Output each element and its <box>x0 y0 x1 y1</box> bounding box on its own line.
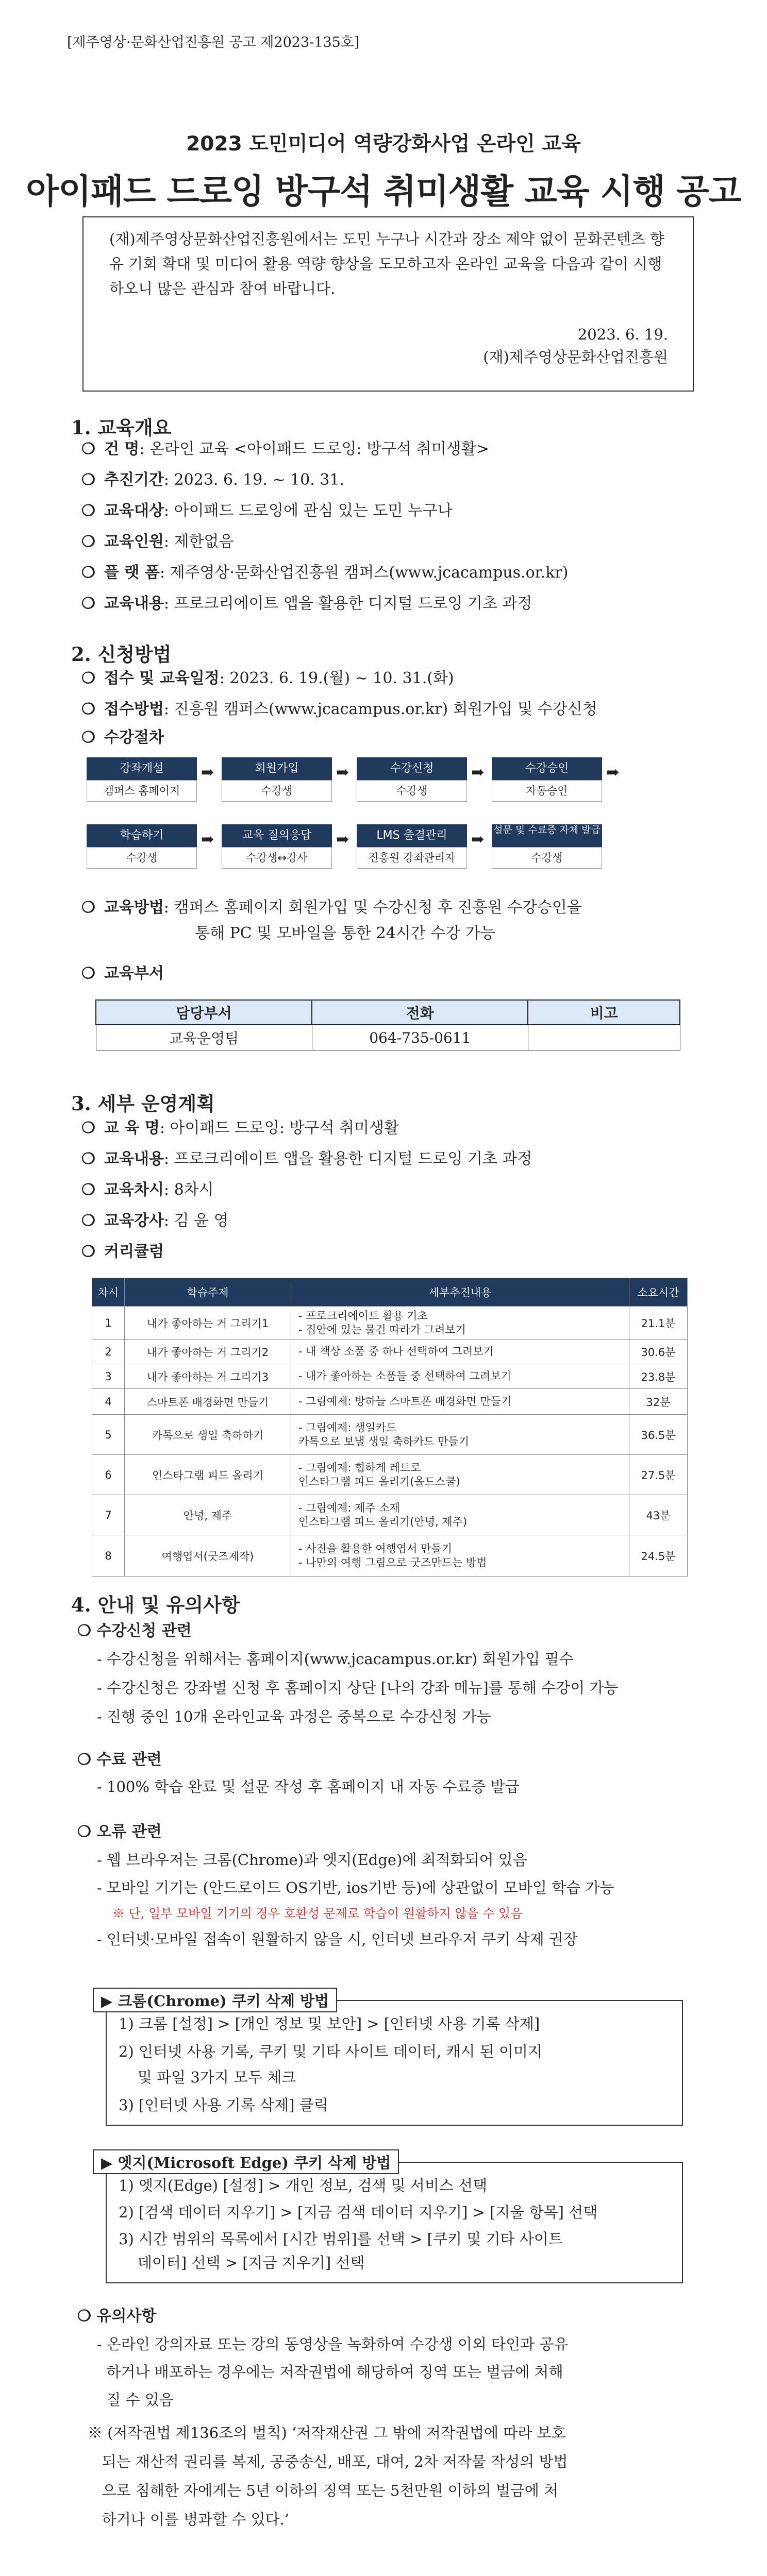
subheading-text: 수료 관련 <box>96 1751 162 1769</box>
caution-line: 질 수 있음 <box>97 2391 174 2409</box>
step-head: 설문 및 수료증 자체 발급 <box>492 824 602 847</box>
table-cell: 27.5분 <box>629 1455 688 1495</box>
table-cell: 2 <box>92 1340 125 1364</box>
table-cell: 30.6분 <box>629 1340 688 1364</box>
step-body: 수강생 <box>87 847 197 869</box>
section1-item <box>81 469 700 492</box>
step-body: 진흥원 강좌관리자 <box>357 847 467 869</box>
table-cell: 카톡으로 생일 축하하기 <box>125 1415 291 1455</box>
table-cell: - 그림예제: 생일카드 카톡으로 보낼 생일 축하카드 만들기 <box>291 1415 629 1455</box>
table-cell: 내가 좋아하는 거 그리기2 <box>125 1340 291 1364</box>
item-label: 교육내용 <box>104 595 164 613</box>
table-cell: 064-735-0611 <box>312 1025 528 1050</box>
circle-bullet-icon: ❍ <box>77 2307 97 2325</box>
table-cell: - 프로크리에이트 활용 기초 - 집안에 있는 물건 따라가 그려보기 <box>291 1307 629 1340</box>
item-label: 플 랫 폼 <box>104 564 160 582</box>
circle-bullet-icon: ❍ <box>81 595 95 613</box>
section3-item <box>81 1117 700 1140</box>
error-line: - 모바일 기기는 (안드로이드 OS기반, ios기반 등)에 상관없이 모바일 학습 가능 <box>97 1879 614 1896</box>
section1-item <box>81 438 700 461</box>
arrow-icon: ➡ <box>201 764 214 782</box>
enroll-line: - 수강신청을 위해서는 홈페이지(www.jcacampus.or.kr) 회원가입 필수 <box>97 1650 574 1668</box>
table-cell: - 사진을 활용한 여행엽서 만들기 - 나만의 여행 그림으로 굿즈만드는 방법 <box>291 1535 629 1577</box>
arrow-icon: ➡ <box>471 831 485 849</box>
item-label: 교육내용 <box>104 1150 164 1168</box>
section2-item <box>81 726 700 749</box>
table-row <box>92 1307 688 1340</box>
section3-item <box>81 1179 700 1201</box>
table-cell: 3 <box>92 1364 125 1389</box>
caution-line: 하거나 배포하는 경우에는 저작권법에 해당하여 징역 또는 벌금에 처해 <box>97 2363 563 2381</box>
section2-method <box>81 896 700 919</box>
item-label: 교육강사 <box>104 1212 164 1230</box>
item-value: : 2023. 6. 19.(월) ~ 10. 31.(화) <box>219 669 454 687</box>
table-header: 차시 <box>92 1278 125 1307</box>
table-header-row <box>96 1000 680 1025</box>
item-label: 교육차시 <box>104 1181 164 1199</box>
table-cell: 인스타그램 피드 올리기 <box>125 1455 291 1495</box>
method-continuation: 통해 PC 및 모바일을 통한 24시간 수강 가능 <box>195 924 495 942</box>
table-cell: 스마트폰 배경화면 만들기 <box>125 1389 291 1415</box>
chrome-step: 1) 크롬 [설정] > [개인 정보 및 보안] > [인터넷 사용 기록 삭제] <box>119 2015 540 2032</box>
table-cell: - 그림예제: 힙하게 레트로 인스타그램 피드 올리기(올드스쿨) <box>291 1455 629 1495</box>
step-head: 수강신청 <box>357 757 467 780</box>
item-value: : 8차시 <box>163 1181 214 1199</box>
process-step <box>357 824 467 869</box>
item-label: 교육방법 <box>104 899 164 917</box>
circle-bullet-icon: ❍ <box>81 440 95 458</box>
circle-bullet-icon: ❍ <box>81 1243 95 1261</box>
table-header: 세부추진내용 <box>291 1278 629 1307</box>
item-value: : 2023. 6. 19. ~ 10. 31. <box>163 471 345 489</box>
table-row <box>92 1455 688 1495</box>
table-cell: 8 <box>92 1535 125 1577</box>
edge-step: 1) 엣지(Edge) [설정] > 개인 정보, 검색 및 서비스 선택 <box>119 2177 488 2194</box>
section2-heading: 2. 신청방법 <box>71 643 172 666</box>
completion-subheading <box>77 1747 162 1769</box>
circle-bullet-icon: ❍ <box>81 564 95 582</box>
section4-heading: 4. 안내 및 유의사항 <box>71 1594 240 1616</box>
enroll-line: - 진행 중인 10개 온라인교육 과정은 중복으로 수강신청 가능 <box>97 1708 491 1725</box>
item-value: : 아이패드 드로잉: 방구석 취미생활 <box>159 1119 399 1137</box>
law-line: 하거나 이를 병과할 수 있다.’ <box>88 2511 290 2528</box>
section2-dept <box>81 962 700 985</box>
item-value: : 캠퍼스 홈페이지 회원가입 및 수강신청 후 진흥원 수강승인을 <box>163 899 582 917</box>
step-body: 자동승인 <box>492 780 602 802</box>
table-cell: 5 <box>92 1415 125 1455</box>
circle-bullet-icon: ❍ <box>81 728 95 747</box>
item-label: 접수 및 교육일정 <box>104 669 220 687</box>
circle-bullet-icon: ❍ <box>77 1751 97 1769</box>
table-cell: - 내 책상 소품 중 하나 선택하여 그려보기 <box>291 1340 629 1364</box>
arrow-icon: ➡ <box>471 764 485 782</box>
table-row <box>92 1415 688 1455</box>
section1-item <box>81 562 700 584</box>
step-body: 수강생 <box>357 780 467 802</box>
error-line: - 인터넷·모바일 접속이 원활하지 않을 시, 인터넷 브라우저 쿠키 삭제 권장 <box>97 1930 578 1948</box>
item-value: : 프로크리에이트 앱을 활용한 디지털 드로잉 기초 과정 <box>163 1150 532 1168</box>
table-header-row <box>92 1278 688 1307</box>
section2-item <box>81 698 700 721</box>
completion-line: - 100% 학습 완료 및 설문 작성 후 홈페이지 내 자동 수료증 발급 <box>97 1778 520 1795</box>
section3-heading: 3. 세부 운영계획 <box>71 1092 215 1115</box>
law-line: 으로 침해한 자에게는 5년 이하의 징역 또는 5천만원 이하의 벌금에 처 <box>88 2482 559 2499</box>
chrome-step: 3) [인터넷 사용 기록 삭제] 클릭 <box>119 2096 328 2114</box>
item-value: : 온라인 교육 <아이패드 드로잉: 방구석 취미생활> <box>139 440 489 458</box>
edge-step: 3) 시간 범위의 목록에서 [시간 범위]를 선택 > [쿠키 및 기타 사이트 <box>119 2230 563 2248</box>
table-cell: 내가 좋아하는 거 그리기1 <box>125 1307 291 1340</box>
table-cell: 내가 좋아하는 거 그리기3 <box>125 1364 291 1389</box>
item-label: 교육대상 <box>104 502 164 520</box>
item-label: 교육인원 <box>104 533 164 551</box>
step-body: 수강생 <box>222 780 332 802</box>
table-cell: 여행엽서(굿즈제작) <box>125 1535 291 1577</box>
item-label: 교 육 명 <box>104 1119 160 1137</box>
process-step <box>87 824 197 869</box>
process-step <box>222 824 332 869</box>
arrow-icon: ➡ <box>606 764 620 782</box>
circle-bullet-icon: ❍ <box>81 964 95 982</box>
error-line: - 웹 브라우저는 크롬(Chrome)과 엣지(Edge)에 최적화되어 있음 <box>97 1851 527 1869</box>
table-cell <box>528 1025 680 1050</box>
intro-text: (재)제주영상문화산업진흥원에서는 도민 누구나 시간과 장소 제약 없이 문화콘텐츠 향유 기회 확대 및 미디어 활용 역량 향상을 도모하고자 온라인 교육을 다음과 같이 시행하오니 많은 관심과 참여 바랍니다. <box>109 230 664 297</box>
table-header: 전화 <box>312 1000 528 1025</box>
table-cell: 1 <box>92 1307 125 1340</box>
item-value: : 진흥원 캠퍼스(www.jcacampus.or.kr) 회원가입 및 수강신청 <box>163 700 597 718</box>
step-body: 수강생↔강사 <box>222 847 332 869</box>
table-row <box>96 1025 680 1050</box>
arrow-icon: ➡ <box>201 831 214 849</box>
table-cell: - 내가 좋아하는 소품들 중 선택하여 그려보기 <box>291 1364 629 1389</box>
subheading-text: 오류 관련 <box>96 1823 162 1841</box>
law-line: 되는 재산적 권리를 복제, 공중송신, 배포, 대여, 2차 저작물 작성의 방법 <box>88 2453 568 2470</box>
circle-bullet-icon: ❍ <box>81 700 95 718</box>
step-head: 교육 질의응답 <box>222 824 332 847</box>
edge-step: 2) [검색 데이터 지우기] > [지금 검색 데이터 지우기] > [지울 항목] 선택 <box>119 2204 598 2221</box>
process-step <box>222 757 332 802</box>
circle-bullet-icon: ❍ <box>77 1622 97 1640</box>
notice-number: [제주영상·문화산업진흥원 공고 제2023-135호] <box>67 35 360 50</box>
dept-table <box>95 999 680 1050</box>
intro-box <box>82 216 694 392</box>
item-value: : 제한없음 <box>163 533 234 551</box>
table-cell: 안녕, 제주 <box>125 1495 291 1535</box>
circle-bullet-icon: ❍ <box>81 669 95 687</box>
item-label: 커리큘럼 <box>104 1243 164 1261</box>
table-header: 학습주제 <box>125 1278 291 1307</box>
subheading-text: 유의사항 <box>96 2307 157 2325</box>
edge-step: 데이터] 선택 > [지금 지우기] 선택 <box>119 2254 365 2272</box>
table-row <box>92 1495 688 1535</box>
section1-heading: 1. 교육개요 <box>71 416 172 439</box>
table-cell: - 그림예제: 방하늘 스마트폰 배경화면 만들기 <box>291 1389 629 1415</box>
table-cell: 4 <box>92 1389 125 1415</box>
circle-bullet-icon: ❍ <box>81 1181 95 1199</box>
circle-bullet-icon: ❍ <box>81 1212 95 1230</box>
chrome-step: 및 파일 3가지 모두 체크 <box>119 2069 296 2086</box>
section3-item <box>81 1148 700 1171</box>
law-line: ※ (저작권법 제136조의 벌칙) ‘저작재산권 그 밖에 저작권법에 따라 보호 <box>88 2424 566 2442</box>
item-label: 건 명 <box>104 440 140 458</box>
table-row <box>92 1340 688 1364</box>
circle-bullet-icon: ❍ <box>81 1119 95 1137</box>
table-row <box>92 1389 688 1415</box>
page-subtitle: 2023 도민미디어 역량강화사업 온라인 교육 <box>186 132 581 156</box>
table-cell: 교육운영팀 <box>96 1025 312 1050</box>
circle-bullet-icon: ❍ <box>81 899 95 917</box>
table-header: 소요시간 <box>629 1278 688 1307</box>
section1-item <box>81 592 700 615</box>
item-label: 추진기간 <box>104 471 164 489</box>
enroll-subheading <box>77 1618 192 1640</box>
process-step <box>492 757 602 802</box>
table-cell: 23.8분 <box>629 1364 688 1389</box>
arrow-icon: ➡ <box>336 831 349 849</box>
chrome-step: 2) 인터넷 사용 기록, 쿠키 및 기타 사이트 데이터, 캐시 된 이미지 <box>119 2043 542 2060</box>
process-step <box>87 757 197 802</box>
item-label: 수강절차 <box>104 728 164 747</box>
section3-item <box>81 1210 700 1232</box>
table-cell: 36.5분 <box>629 1415 688 1455</box>
page-title: 아이패드 드로잉 방구석 취미생활 교육 시행 공고 <box>26 172 741 211</box>
subheading-text: 수강신청 관련 <box>96 1622 192 1640</box>
error-warning: ※ 단, 일부 모바일 기기의 경우 호환성 문제로 학습이 원활하지 않을 수 있음 <box>112 1906 523 1921</box>
intro-date: 2023. 6. 19. <box>577 326 668 343</box>
chrome-cookie-label: ▶ 크롬(Chrome) 쿠키 삭제 방법 <box>93 1988 337 2012</box>
table-row <box>92 1364 688 1389</box>
section3-item <box>81 1241 700 1263</box>
table-cell: 7 <box>92 1495 125 1535</box>
table-cell: 24.5분 <box>629 1535 688 1577</box>
step-head: 회원가입 <box>222 757 332 780</box>
table-cell: 21.1분 <box>629 1307 688 1340</box>
table-header: 담당부서 <box>96 1000 312 1025</box>
caution-subheading <box>77 2303 156 2326</box>
intro-org: (재)제주영상문화산업진흥원 <box>483 348 668 366</box>
circle-bullet-icon: ❍ <box>81 471 95 489</box>
table-row <box>92 1535 688 1577</box>
item-label: 접수방법 <box>104 700 164 718</box>
step-head: LMS 출결관리 <box>357 824 467 847</box>
process-step <box>492 824 602 869</box>
step-head: 학습하기 <box>87 824 197 847</box>
table-cell: 43분 <box>629 1495 688 1535</box>
step-body: 캠퍼스 홈페이지 <box>87 780 197 802</box>
edge-cookie-label: ▶ 엣지(Microsoft Edge) 쿠키 삭제 방법 <box>93 2149 399 2174</box>
table-cell: - 그림예제: 제주 소재 인스타그램 피드 올리기(안녕, 제주) <box>291 1495 629 1535</box>
curriculum-table <box>92 1278 688 1577</box>
section1-item <box>81 500 700 522</box>
step-head: 강좌개설 <box>87 757 197 780</box>
step-head: 수강승인 <box>492 757 602 780</box>
table-header: 비고 <box>528 1000 680 1025</box>
table-cell: 32분 <box>629 1389 688 1415</box>
table-cell: 6 <box>92 1455 125 1495</box>
circle-bullet-icon: ❍ <box>81 533 95 551</box>
enroll-line: - 수강신청은 강좌별 신청 후 홈페이지 상단 [나의 강좌 메뉴]를 통해 수강이 가능 <box>97 1679 619 1697</box>
item-value: : 김 윤 영 <box>163 1212 229 1230</box>
item-label: 교육부서 <box>104 964 164 982</box>
item-value: : 프로크리에이트 앱을 활용한 디지털 드로잉 기초 과정 <box>163 595 532 613</box>
section2-item <box>81 667 700 690</box>
circle-bullet-icon: ❍ <box>81 1150 95 1168</box>
step-body: 수강생 <box>492 847 602 869</box>
intro-signature <box>483 323 668 368</box>
process-step <box>357 757 467 802</box>
section1-item <box>81 531 700 553</box>
caution-line: - 온라인 강의자료 또는 강의 동영상을 녹화하여 수강생 이외 타인과 공유 <box>97 2335 569 2353</box>
item-value: : 제주영상·문화산업진흥원 캠퍼스(www.jcacampus.or.kr) <box>159 564 569 582</box>
circle-bullet-icon: ❍ <box>81 502 95 520</box>
arrow-icon: ➡ <box>336 764 349 782</box>
circle-bullet-icon: ❍ <box>77 1823 97 1841</box>
error-subheading <box>77 1819 162 1841</box>
item-value: : 아이패드 드로잉에 관심 있는 도민 누구나 <box>163 502 453 520</box>
